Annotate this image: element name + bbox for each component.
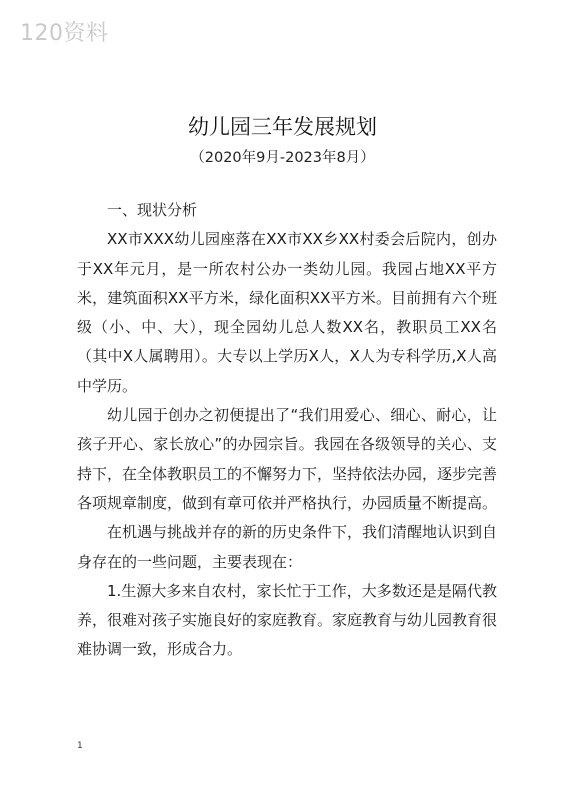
document-subtitle: （2020年9月-2023年8月）: [190, 150, 375, 166]
watermark-text: 120资料: [20, 21, 109, 46]
document-body: [77, 196, 497, 665]
paragraph: 1.生源大多来自农村，家长忙于工作，大多数还是是隔代教养，很难对孩子实施良好的家庭教育。家庭教育与幼儿园教育很难协调一致，形成合力。: [77, 581, 498, 659]
document-title: 幼儿园三年发展规划: [188, 115, 377, 139]
page-number: 1: [77, 741, 83, 751]
section-heading: 一、现状分析: [107, 201, 198, 219]
paragraph: 在机遇与挑战并存的新的历史条件下，我们清醒地认识到自身存在的一些问题，主要表现在：: [77, 523, 498, 571]
paragraph: XX市XXX幼儿园座落在XX市XX乡XX村委会后院内，创办于XX年元月，是一所农村公办一类幼儿园。我园占地XX平方米，建筑面积XX平方米，绿化面积XX平方米。目前拥有六个班级（小、中、大），现全园幼儿总人数XX名，教职员工XX名（其中X人属聘用）。大专以上学历X人，X人为专科学历,X人高中学历。: [77, 230, 497, 395]
paragraph: 幼儿园于创办之初便提出了“我们用爱心、细心、耐心，让孩子开心、家长放心”的办园宗旨。我园在各级领导的关心、支持下，在全体教职员工的不懈努力下，坚持依法办园，逐步完善各项规章制度，做到有章可依并严格执行，办园质量不断提高。: [77, 406, 498, 512]
